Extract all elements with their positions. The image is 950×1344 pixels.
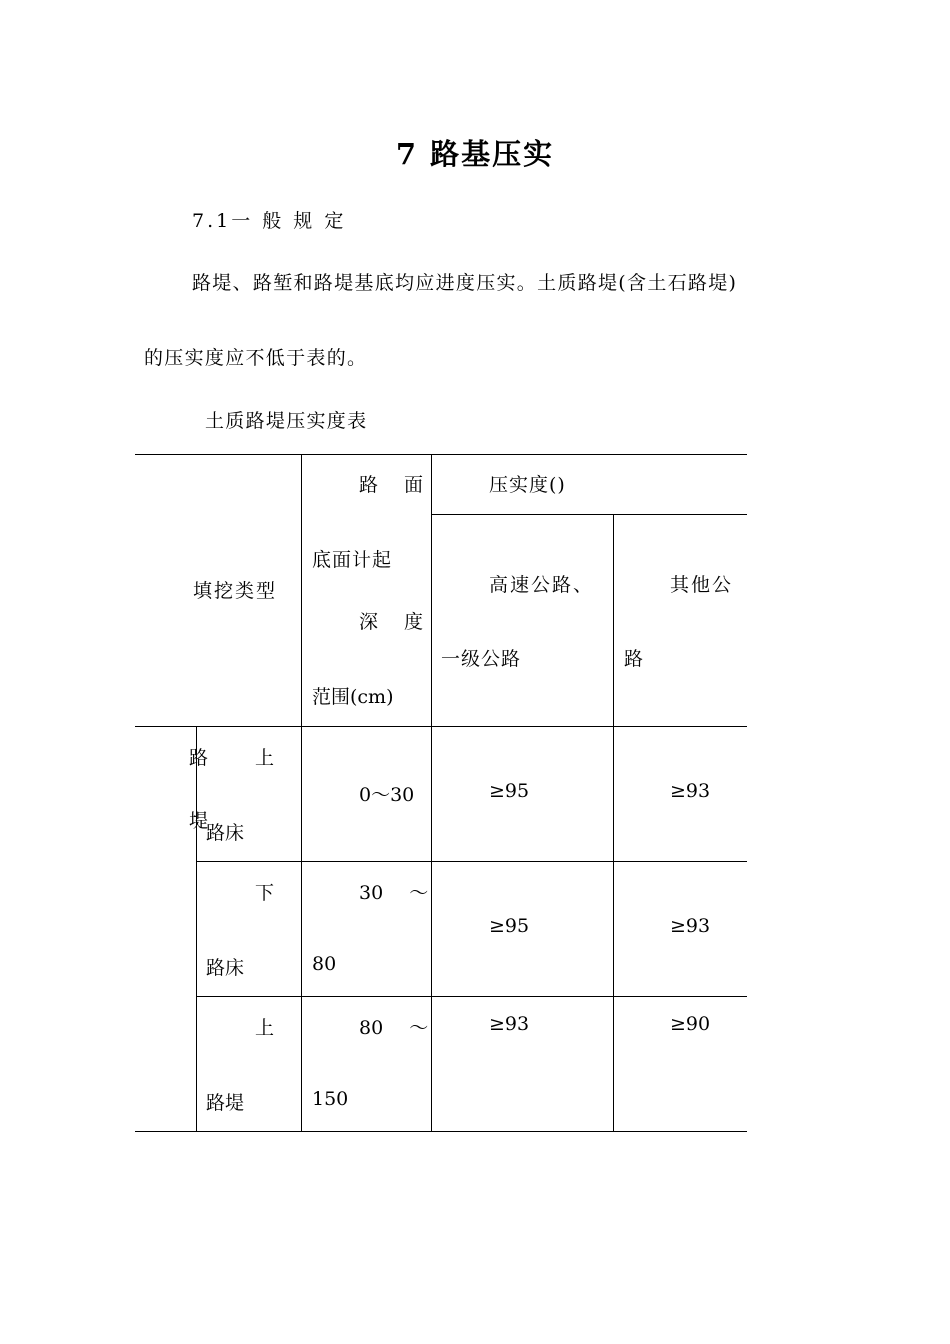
row-other-value: ≥93 [670, 780, 711, 802]
row-type-line-1: 上 [255, 1017, 275, 1039]
row-type-line-2: 路床 [206, 822, 245, 844]
group-label-line-1: 路 [189, 747, 209, 769]
header-depth-line-2: 底面计起 [312, 549, 393, 571]
table-top-rule [135, 454, 747, 455]
row-other-value: ≥90 [670, 1013, 711, 1035]
row-2-rule [196, 996, 747, 997]
col-divider-1 [301, 454, 302, 1131]
group-divider [196, 726, 197, 1131]
row-1-rule [196, 861, 747, 862]
row-depth-line-2: 150 [312, 1088, 349, 1110]
header-highway-line-2: 一级公路 [441, 648, 522, 670]
paragraph-line-2: 的压实度应不低于表的。 [144, 347, 368, 369]
page-title: 7 路基压实 [395, 137, 555, 171]
row-type-line-2: 路床 [206, 957, 245, 979]
row-highway-value: ≥95 [489, 780, 530, 802]
row-highway-value: ≥95 [489, 915, 530, 937]
paragraph-line-1: 路堤、路堑和路堤基底均应进度压实。土质路堤(含土石路堤) [192, 272, 738, 294]
header-other-line-2: 路 [624, 648, 644, 670]
table-caption: 土质路堤压实度表 [205, 410, 368, 432]
header-highway-line-1: 高速公路、 [489, 574, 595, 596]
header-bottom-rule [135, 726, 747, 727]
group-label-line-2: 堤 [189, 810, 209, 832]
row-depth-line-1: 0～30 [359, 784, 415, 806]
row-depth-line-2: 80 [312, 953, 337, 975]
row-type-line-1: 下 [255, 882, 275, 904]
row-depth-line-1: 30 ～ [359, 882, 429, 904]
header-depth-line-3: 深 度 [359, 611, 424, 633]
row-depth-line-1: 80 ～ [359, 1017, 429, 1039]
header-depth-line-4: 范围(cm) [312, 686, 394, 708]
row-other-value: ≥93 [670, 915, 711, 937]
header-other-line-1: 其他公 [670, 574, 734, 596]
header-depth-line-1: 路 面 [359, 474, 424, 496]
header-fill-type: 填挖类型 [193, 580, 278, 602]
row-type-line-2: 路堤 [206, 1092, 245, 1114]
section-heading: 7.1一 般 规 定 [192, 210, 347, 232]
table-bottom-rule [135, 1131, 747, 1132]
header-sub-rule [431, 514, 747, 515]
col-divider-2 [431, 454, 432, 1131]
header-compaction: 压实度() [489, 474, 566, 496]
row-type-line-1: 上 [255, 747, 275, 769]
col-divider-3 [613, 514, 614, 1131]
row-highway-value: ≥93 [489, 1013, 530, 1035]
